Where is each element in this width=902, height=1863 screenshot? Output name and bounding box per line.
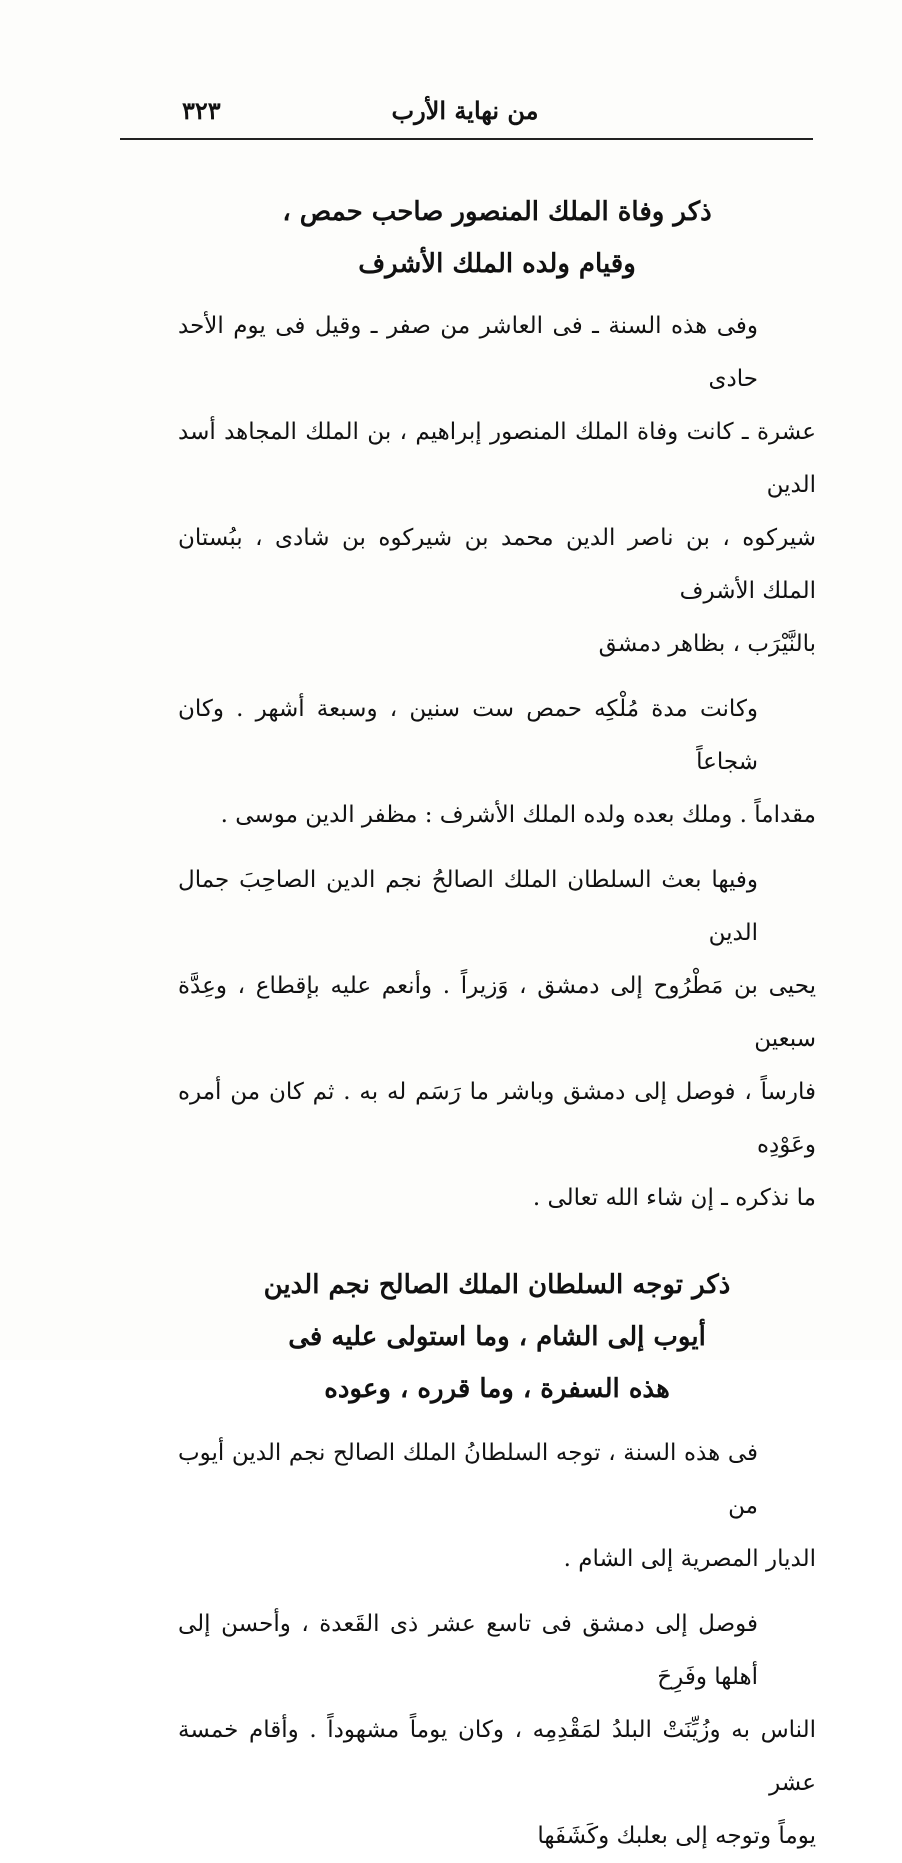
- heading-line: أيوب إلى الشام ، وما استولى عليه فى: [288, 1322, 706, 1352]
- paragraph: [178, 1427, 816, 1586]
- text-line: شيركوه ، بن ناصر الدين محمد بن شيركوه بن شادى ، ببُستان الملك الأشرف: [178, 525, 816, 604]
- text-line: الناس به وزُيِّنَتْ البلدُ لمَقْدِمِه ، وكان يوماً مشهوداً . وأقام خمسة عشر: [178, 1717, 816, 1796]
- text-line: عشرة ـ كانت وفاة الملك المنصور إبراهيم ، بن الملك المجاهد أسد الدين: [178, 419, 816, 498]
- text-line: ما نذكره ـ إن شاء الله تعالى .: [532, 1185, 816, 1211]
- text-line: فارساً ، فوصل إلى دمشق وباشر ما رَسَم له به . ثم كان من أمره وعَوْدِه: [178, 1079, 816, 1158]
- heading-line: وقيام ولده الملك الأشرف: [358, 249, 636, 279]
- text-line: وفيها بعث السلطان الملك الصالحُ نجم الدين الصاحِبَ جمال الدين: [178, 867, 758, 946]
- text-line: فى هذه السنة ، توجه السلطانُ الملك الصالح نجم الدين أيوب من: [178, 1440, 758, 1519]
- text-line: فوصل إلى دمشق فى تاسع عشر ذى القَعدة ، وأحسن إلى أهلها وفَرِحَ: [178, 1611, 758, 1690]
- text-line: مقداماً . وملك بعده ولده الملك الأشرف : مظفر الدين موسى .: [220, 802, 816, 828]
- section-heading-death-of-mansur: [178, 186, 816, 290]
- text-line: الديار المصرية إلى الشام .: [563, 1546, 816, 1572]
- paragraph: [178, 683, 816, 842]
- section-heading-sultan-to-sham: [178, 1259, 816, 1415]
- text-line: وفى هذه السنة ـ فى العاشر من صفر ـ وقيل فى يوم الأحد حادى: [178, 313, 758, 392]
- heading-line: هذه السفرة ، وما قرره ، وعوده: [324, 1374, 670, 1404]
- text-line: وكانت مدة مُلْكِه حمص ست سنين ، وسبعة أشهر . وكان شجاعاً: [178, 696, 758, 775]
- running-title: من نهاية الأرب: [391, 96, 539, 125]
- page-body: [178, 186, 816, 1863]
- paragraph: [178, 854, 816, 1225]
- header-rule: [120, 138, 813, 140]
- heading-line: ذكر وفاة الملك المنصور صاحب حمص ،: [282, 197, 712, 227]
- paragraph: [178, 1598, 816, 1863]
- paragraph: [178, 300, 816, 671]
- running-head: [120, 92, 810, 132]
- page-number: ٣٢٣: [182, 96, 221, 125]
- text-line: يوماً وتوجه إلى بعلبك وكَشَفَها: [537, 1823, 816, 1849]
- heading-line: ذكر توجه السلطان الملك الصالح نجم الدين: [263, 1270, 731, 1300]
- text-line: بالنَّيْرَب ، بظاهر دمشق: [598, 631, 816, 657]
- text-line: يحيى بن مَطْرُوح إلى دمشق ، وَزيراً . وأنعم عليه بإقطاع ، وعِدَّة سبعين: [178, 973, 816, 1052]
